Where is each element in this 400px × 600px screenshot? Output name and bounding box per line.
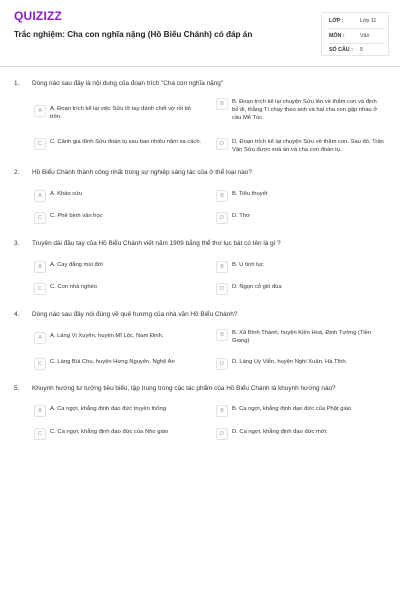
option-text: D. Ngọn cỏ gió đùa	[232, 284, 282, 290]
header-divider	[0, 66, 400, 67]
question-number: 4.	[14, 311, 20, 318]
worksheet-header	[0, 0, 400, 64]
meta-row-class	[329, 14, 385, 28]
option-letter-badge: D	[216, 138, 228, 150]
option-text: D. Làng Uy Viễn, huyện Nghi Xuân, Hà Tĩnh.	[232, 359, 348, 365]
option-letter-badge: B	[216, 261, 228, 273]
option-letter-badge: D	[216, 358, 228, 370]
option-text: C. Ca ngợi, khẳng định đạo đức của Nho giáo	[50, 429, 169, 435]
option-letter-badge: C	[34, 428, 46, 440]
option-text: A. Làng Vị Xuyên, huyện Mĩ Lộc, Nam Định.	[50, 333, 164, 339]
option-text: A. Ca ngợi, khẳng định đạo đức truyền thống	[50, 406, 166, 412]
worksheet-title: Trắc nghiệm: Cha con nghĩa nặng (Hồ Biểu Chánh) có đáp án	[14, 30, 253, 39]
option-letter-badge: A	[34, 190, 46, 202]
option-letter-badge: C	[34, 212, 46, 224]
meta-key-count: SỐ CÂU :	[329, 47, 353, 53]
option-letter-badge: B	[216, 190, 228, 202]
question-text: Truyện dài đầu tay của Hồ Biểu Chánh viết năm 1909 bằng thể thơ lục bát có tên là gì ?	[32, 240, 281, 247]
option-letter-badge: B	[216, 329, 228, 341]
option-letter-badge: B	[216, 405, 228, 417]
question-text: Dòng nào sau đây là nội dung của đoạn trích "Cha con nghĩa nặng"	[32, 80, 224, 87]
option-text: A. Khảo cứu	[50, 191, 83, 197]
option-letter-badge: A	[34, 405, 46, 417]
meta-key-class: LỚP :	[329, 18, 344, 24]
meta-value-subject: Văn	[360, 33, 370, 39]
option-text: A. Cay đắng mùi đời	[50, 262, 103, 268]
option-letter-badge: D	[216, 283, 228, 295]
quizizz-logo[interactable]: QUIZIZZ	[14, 9, 63, 23]
meta-value-class: Lớp 11	[360, 18, 377, 24]
option-text: C. Làng Bùi Chu, huyện Hưng Nguyên, Nghệ An	[50, 359, 175, 365]
option-letter-badge: C	[34, 358, 46, 370]
meta-key-subject: MÔN :	[329, 33, 345, 39]
question-number: 3.	[14, 240, 20, 247]
meta-value-count: 5	[360, 47, 363, 53]
option-text: B. Ca ngợi, khẳng định đạo đức của Phật giáo	[232, 406, 352, 412]
option-letter-badge: C	[34, 283, 46, 295]
option-letter-badge: D	[216, 212, 228, 224]
question-text: Hồ Biểu Chánh thành công nhất trong sự nghiệp sáng tác của ở thể loại nào?	[32, 169, 252, 176]
question-text: Dòng nào sau đây nói đúng về quê hương của nhà văn Hồ Biểu Chánh?	[32, 311, 238, 318]
meta-row-subject	[329, 29, 385, 43]
option-text: B. Đoạn trích kể lại chuyện Sửu lén về thăm con và định bỏ đi, thằng Tí chạy theo anh và hai cha con gặp nhau ở cầu Mê Túc.	[232, 99, 378, 121]
option-letter-badge: C	[34, 138, 46, 150]
option-letter-badge: A	[34, 332, 46, 344]
option-text: B. Xã Bình Thành, huyện Kiến Hoà, Định Tường (Tiền Giang)	[232, 330, 372, 344]
option-text: C. Phê bình văn học	[50, 213, 103, 219]
question-number: 5.	[14, 385, 20, 392]
option-text: D. Ca ngợi, khẳng định đạo đức mới.	[232, 429, 328, 435]
option-text: B. Tiểu thuyết	[232, 191, 268, 197]
option-letter-badge: A	[34, 261, 46, 273]
meta-row-count	[329, 43, 385, 57]
option-letter-badge: D	[216, 428, 228, 440]
option-letter-badge: A	[34, 105, 46, 117]
meta-info-box	[321, 12, 389, 56]
question-text: Khuynh hướng tư tưởng tiêu biểu, tập trung trong các tác phẩm của Hồ Biểu Chánh là khuynh hướng nào?	[32, 385, 336, 392]
option-letter-badge: B	[216, 98, 228, 110]
option-text: A. Đoạn trích kể lại việc Sửu lỡ tay đánh chết vợ rồi bỏ trốn.	[50, 106, 192, 120]
option-text: D. Đoạn trích kể lại chuyện Sửu về thăm con. Sau đó, Trần Văn Sửu được xoá án và cha con đoàn tụ.	[232, 139, 384, 153]
option-text: B. U tình lục	[232, 262, 264, 268]
question-number: 2.	[14, 169, 20, 176]
option-text: C. Cảnh gia đình Sửu đoàn tụ sau bao nhiêu năm xa cách.	[50, 139, 202, 145]
question-number: 1.	[14, 80, 20, 87]
option-text: C. Con nhà nghèo	[50, 284, 98, 290]
option-text: D. Thơ	[232, 213, 250, 219]
